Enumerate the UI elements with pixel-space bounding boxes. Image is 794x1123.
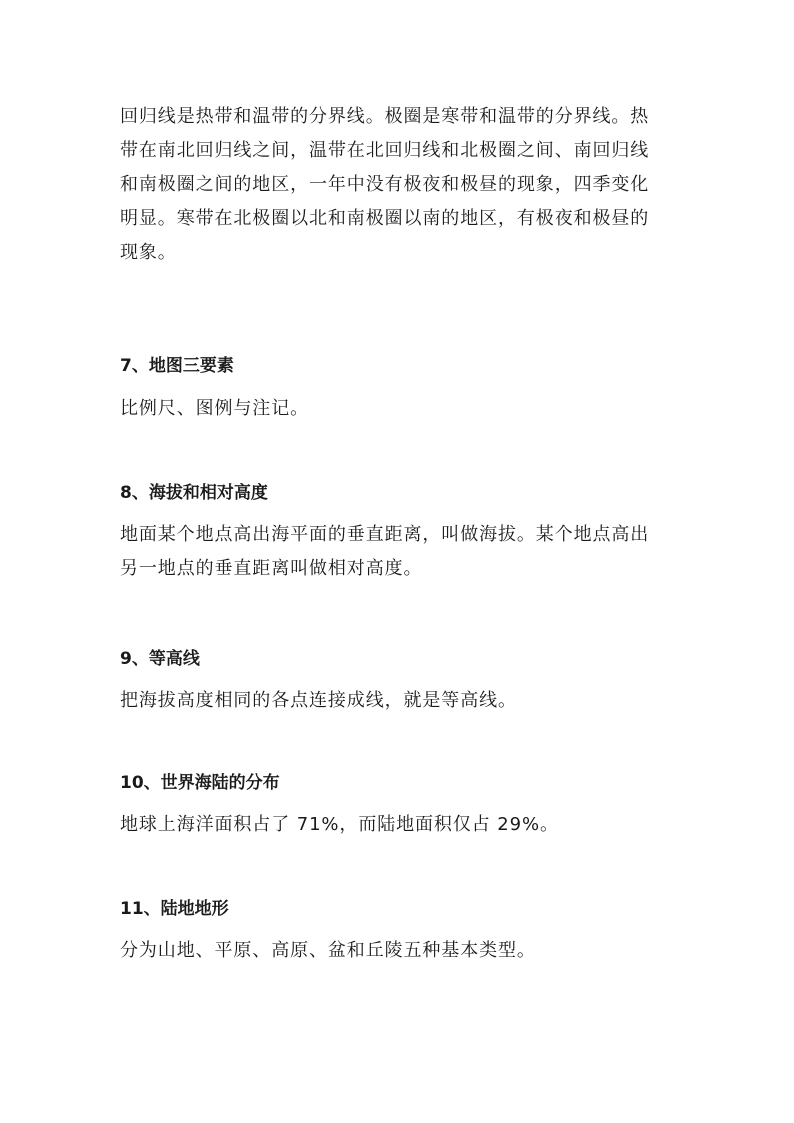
intro-line: 回归线是热带和温带的分界线。极圈是寒带和温带的分界线。热 <box>120 106 650 127</box>
section-body-landforms <box>120 934 536 968</box>
section-heading-landforms: 11、陆地地形 <box>120 899 229 919</box>
section-heading-map-elements: 7、地图三要素 <box>120 356 234 376</box>
section-body-altitude <box>120 518 649 586</box>
intro-line: 带在南北回归线之间，温带在北回归线和北极圈之间、南回归线 <box>120 140 650 161</box>
body-line: 把海拔高度相同的各点连接成线，就是等高线。 <box>120 690 517 711</box>
section-body-contour-lines <box>120 684 517 718</box>
section-body-map-elements <box>120 392 309 426</box>
body-line: 地面某个地点高出海平面的垂直距离，叫做海拔。某个地点高出 <box>120 524 650 545</box>
section-body-land-sea-distribution <box>120 808 559 842</box>
section-heading-altitude: 8、海拔和相对高度 <box>120 483 268 503</box>
intro-line: 明显。寒带在北极圈以北和南极圈以南的地区，有极夜和极昼的 <box>120 208 650 229</box>
intro-paragraph <box>120 100 680 270</box>
section-heading-contour-lines: 9、等高线 <box>120 649 200 669</box>
intro-line: 现象。 <box>120 242 177 263</box>
intro-line: 和南极圈之间的地区，一年中没有极夜和极昼的现象，四季变化 <box>120 174 650 195</box>
body-line: 另一地点的垂直距离叫做相对高度。 <box>120 558 423 579</box>
section-heading-land-sea-distribution: 10、世界海陆的分布 <box>120 773 280 793</box>
body-line: 地球上海洋面积占了 71%，而陆地面积仅占 29%。 <box>120 814 559 835</box>
document-page <box>120 100 680 961</box>
body-line: 分为山地、平原、高原、盆和丘陵五种基本类型。 <box>120 940 536 961</box>
body-line: 比例尺、图例与注记。 <box>120 398 309 419</box>
